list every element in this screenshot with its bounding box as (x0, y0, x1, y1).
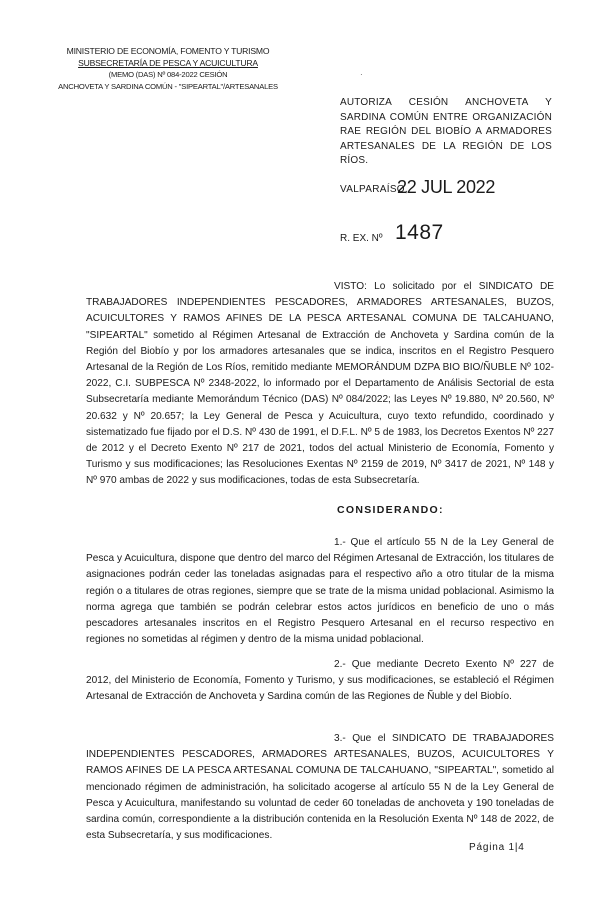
considerando-heading: CONSIDERANDO: (337, 504, 444, 516)
resolution-number: 1487 (395, 221, 444, 244)
document-subject: AUTORIZA CESIÓN ANCHOVETA Y SARDINA COMÚN ENTRE ORGANIZACIÓN RAE REGIÓN DEL BIOBÍO A ARMADORES ARTESANALES DE LA REGIÓN DE LOS RÍOS. (340, 97, 552, 166)
considerando-2 (86, 657, 554, 727)
memo-reference-2: ANCHOVETA Y SARDINA COMÚN - "SIPEARTAL"/ARTESANALES (58, 81, 278, 91)
visto-paragraph (86, 279, 554, 489)
resolution-label: R. EX. Nº (340, 233, 383, 244)
ministry-name: MINISTERIO DE ECONOMÍA, FOMENTO Y TURISMO (66, 46, 270, 56)
considerando-1 (86, 535, 554, 653)
stamped-date: 22 JUL 2022 (397, 177, 496, 197)
considerando-1-text: 1.- Que el artículo 55 N de la Ley General de Pesca y Acuicultura, dispone que dentro del marco del Régimen Artesanal de Extracción, los titulares de asignaciones podrán ceder las toneladas asignadas para el respectivo año a otro titular de la misma región o a titulares de otras regiones, siempre que se trate de la misma unidad poblacional. Asimismo la norma agrega que también se podrán celebrar estos actos jurídicos en beneficio de uno o más pescadores artesanales inscritos en el Registro Pesquero Artesanal en el recurso respectivo en regiones no sometidas al régimen y dentro de la misma unidad poblacional. (86, 537, 554, 646)
considerando-2-text: 2.- Que mediante Decreto Exento Nº 227 de 2012, del Ministerio de Economía, Fomento y Turismo, y sus modificaciones, se estableció el Régimen Artesanal de Extracción de Anchoveta y Sardina común de las Regiones de Ñuble y del Biobío. (86, 659, 554, 703)
subsecretaria-name: SUBSECRETARÍA DE PESCA Y ACUICULTURA (78, 57, 258, 68)
visto-text: VISTO: Lo solicitado por el SINDICATO DE TRABAJADORES INDEPENDIENTES PESCADORES, ARMADORES ARTESANALES, BUZOS, ACUICULTORES Y RAMOS AFINES DE LA PESCA ARTESANAL COMUNA DE TALCAHUANO, "SIPEARTAL" sometido al Régimen Artesanal de Extracción de Anchoveta y Sardina común de la Región del Biobío y por los armadores artesanales que se indica, inscritos en el Registro Pesquero Artesanal de la Región de Los Ríos, remitido mediante MEMORÁNDUM DZPA BIO BIO/ÑUBLE Nº 102-2022, C.I. SUBPESCA Nº 2348-2022, lo informado por el Departamento de Análisis Sectorial de esta Subsecretaría mediante Memorándum Técnico (DAS) Nº 084/2022; las Leyes Nº 19.880, Nº 20.560, Nº 20.632 y Nº 20.657; la Ley General de Pesca y Acuicultura, cuyo texto refundido, coordinado y sistematizado fue fijado por el D.S. Nº 430 de 1991, el D.F.L. Nº 5 de 1983, los Decretos Exentos Nº 227 de 2012 y el Decreto Exento Nº 217 de 2021, todos del actual Ministerio de Economía, Fomento y Turismo y sus modificaciones; las Resoluciones Exentas Nº 2159 de 2019, Nº 3417 de 2021, Nº 148 y Nº 970 ambas de 2022 y sus modificaciones, todas de esta Subsecretaría. (86, 281, 554, 487)
memo-reference: (MEMO (DAS) Nº 084-2022 CESIÓN (108, 70, 228, 79)
considerando-3 (86, 731, 554, 841)
place-label: VALPARAÍSO, (340, 184, 408, 195)
letterhead (48, 46, 288, 92)
page-number: Página 1|4 (469, 842, 525, 853)
stray-dot: · (360, 70, 363, 79)
considerando-3-text: 3.- Que el SINDICATO DE TRABAJADORES INDEPENDIENTES PESCADORES, ARMADORES ARTESANALES, BUZOS, ACUICULTORES Y RAMOS AFINES DE LA PESCA ARTESANAL COMUNA DE TALCAHUANO, "SIPEARTAL", sometido al mencionado régimen de administración, ha solicitado acogerse al artículo 55 N de la Ley General de Pesca y Acuicultura, manifestando su voluntad de ceder 60 toneladas de anchoveta y 190 toneladas de sardina común, correspondiente a la distribución contenida en la Resolución Exenta Nº 148 de 2022, de esta Subsecretaría, y sus modificaciones. (86, 733, 554, 842)
